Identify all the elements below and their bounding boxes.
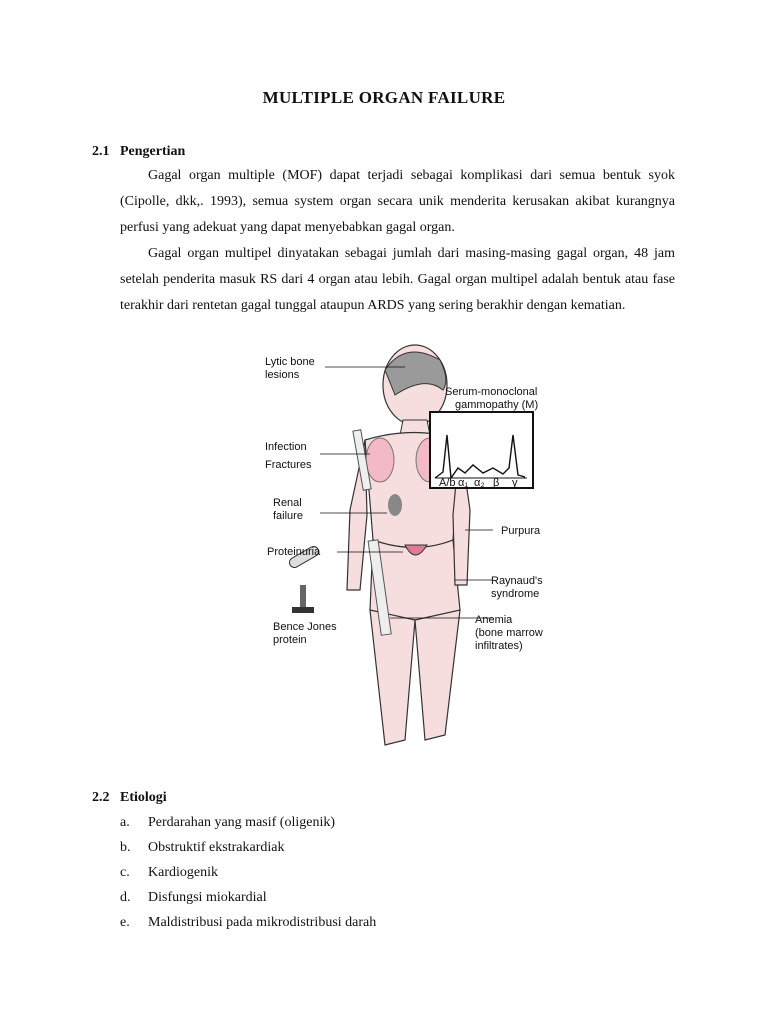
list-text: Maldistribusi pada mikrodistribusi darah: [148, 915, 377, 930]
list-text: Perdarahan yang masif (oligenik): [148, 815, 335, 830]
list-text: Kardiogenik: [148, 865, 218, 880]
label-lytic: Lytic bone: [265, 356, 315, 368]
section-title: Pengertian: [120, 144, 186, 159]
label-proteinuria: Proteinuria: [267, 546, 321, 558]
multiple-myeloma-figure: [255, 340, 555, 760]
paragraph: Gagal organ multiple (MOF) dapat terjadi sebagai komplikasi dari semua bentuk syok (Cipolle, dkk,. 1993), semua system organ secara unik menderita kerusakan akibat kurangnya perfusi yang adekuat yang dapat menyebabkan gagal organ.: [120, 168, 675, 235]
axis-label-gamma: γ: [512, 477, 518, 489]
label-bence-jones: protein: [273, 634, 307, 646]
list-letter: d.: [120, 890, 131, 905]
section-number: 2.2: [92, 790, 110, 805]
list-item: [120, 887, 376, 912]
list-letter: a.: [120, 815, 130, 830]
label-anemia: infiltrates): [475, 640, 523, 652]
list-letter: c.: [120, 865, 130, 880]
axis-label-alpha1: α₁: [458, 477, 469, 489]
label-renal: failure: [273, 510, 303, 522]
pengertian-body: [120, 163, 675, 319]
label-lytic: lesions: [265, 369, 300, 381]
etiologi-list: [120, 812, 376, 937]
label-renal: Renal: [273, 497, 302, 509]
axis-label-beta: β: [493, 477, 500, 489]
axis-label-ab: A/b: [439, 477, 456, 489]
list-item: [120, 812, 376, 837]
label-serum: gammopathy (M): [455, 399, 539, 411]
section-number: 2.1: [92, 144, 110, 159]
label-infection: Infection: [265, 441, 307, 453]
list-text: Disfungsi miokardial: [148, 890, 267, 905]
section-title: Etiologi: [120, 790, 167, 805]
section-heading-pengertian: [92, 144, 185, 160]
list-item: [120, 912, 376, 937]
label-fractures: Fractures: [265, 459, 312, 471]
label-serum: Serum-monoclonal: [445, 386, 538, 398]
list-item: [120, 837, 376, 862]
label-raynaud: Raynaud's: [491, 575, 543, 587]
list-letter: b.: [120, 840, 131, 855]
label-bence-jones: Bence Jones: [273, 621, 337, 633]
label-raynaud: syndrome: [491, 588, 540, 600]
label-anemia: (bone marrow: [475, 627, 543, 639]
body-illustration: [347, 345, 470, 745]
label-purpura: Purpura: [501, 525, 541, 537]
list-item: [120, 862, 376, 887]
list-letter: e.: [120, 915, 130, 930]
axis-label-alpha2: α₂: [474, 477, 485, 489]
label-anemia: Anemia: [475, 614, 513, 626]
paragraph: Gagal organ multipel dinyatakan sebagai jumlah dari masing-masing gagal organ, 48 jam setelah penderita masuk RS dari 4 organ atau lebih. Gagal organ multipel adalah bentuk atau fase terakhir dari rentetan gagal tunggal ataupun ARDS yang sering berakhir dengan kematian.: [120, 246, 675, 313]
page-title: MULTIPLE ORGAN FAILURE: [262, 88, 506, 107]
list-text: Obstruktif ekstrakardiak: [148, 840, 285, 855]
section-heading-etiologi: [92, 790, 167, 806]
